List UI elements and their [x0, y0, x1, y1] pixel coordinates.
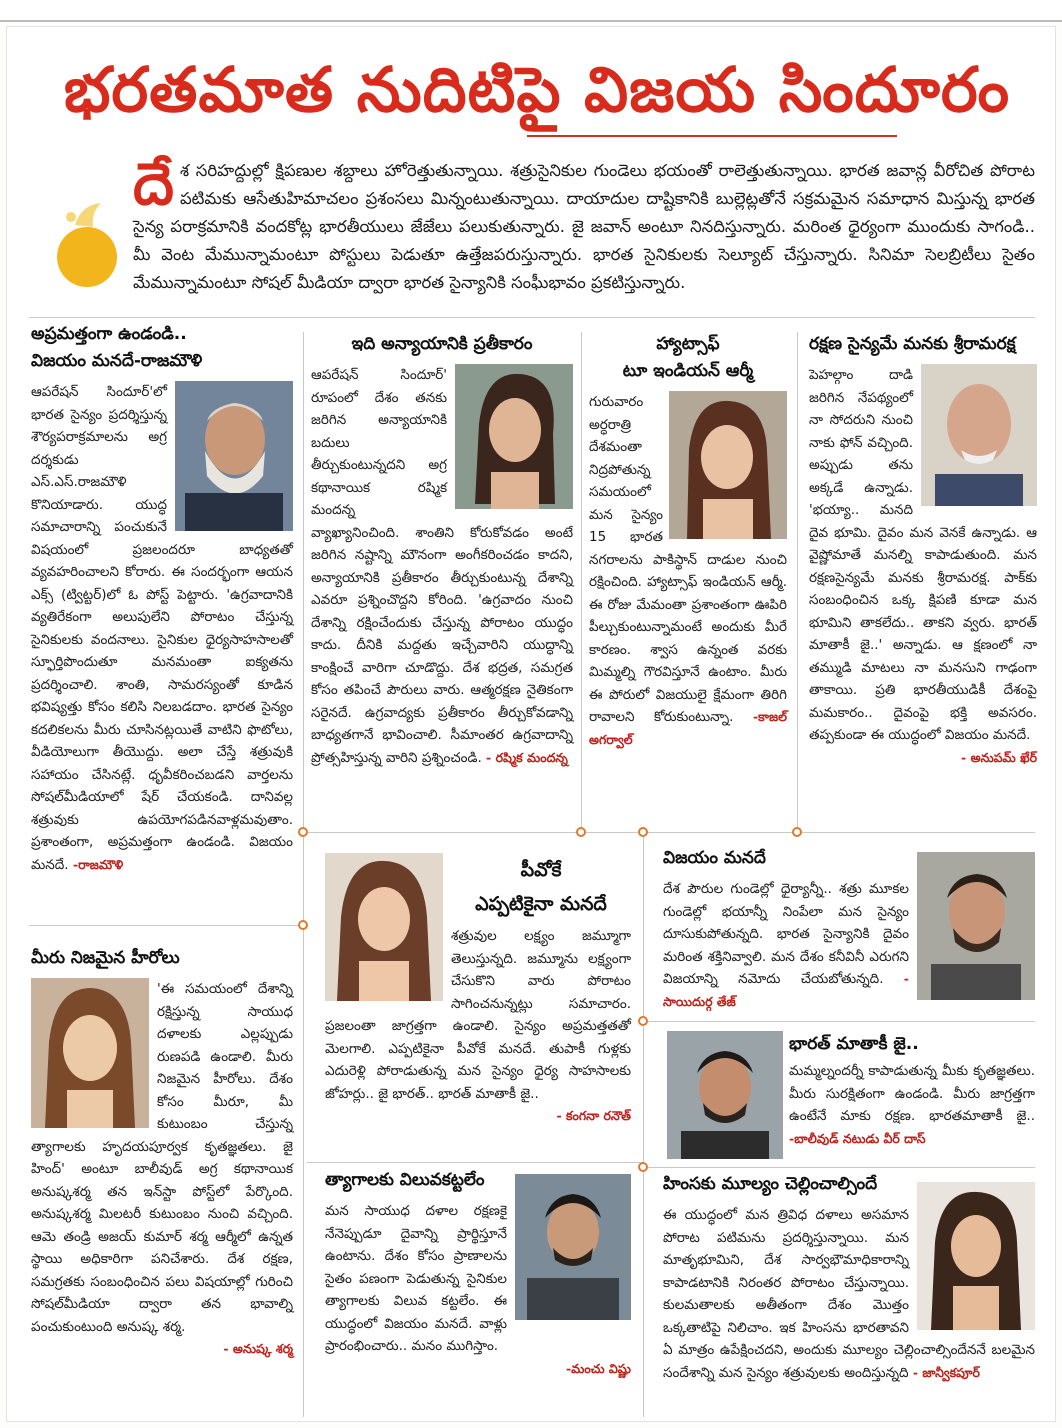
divider-ornament — [638, 1016, 648, 1026]
photo-anupam — [921, 364, 1037, 506]
article-signature: -మంచు విష్ణు — [565, 1360, 631, 1376]
article-title: త్యాగాలకు విలువకట్టలేం — [325, 1170, 485, 1190]
article-kangana — [325, 853, 631, 1158]
article-signature: -కాజల్ అగర్వాల్ — [589, 709, 787, 747]
drop-cap: దే — [133, 150, 174, 218]
article-body: శత్రువుల లక్ష్యం జమ్మూగా తెలుస్తున్నది. జమ్మూను లక్ష్యంగా చేసుకొని వారు పోరాటం సాగించనున్నట్లు సమాచారం. ప్రజలంతా జాగ్రత్తగా ఉండాలి. సైన్యం అప్రమత్తతతో మెలగాలి. ఎప్పటికైనా పీవోకే మనదే. తుపాకీ గుళ్లకు ఎదురెళ్లి పోరాడుతున్న మన సైన్యం ధైర్య సాహసాలకు జోహర్లు.. జై భారత్.. భారత్ మాతాకీ జై.. — [325, 928, 631, 1102]
article-signature: -రాజమౌళి — [72, 856, 124, 872]
photo-anushka — [31, 978, 149, 1128]
article-anupam — [809, 331, 1037, 826]
article-body: గురువారం అర్ధరాత్రి దేశమంతా నిద్రపోతున్న సమయంలో మన సైన్యం 15 భారత నగరాలను పాకిస్థాన్ దాడుల నుంచి రక్షించింది. హ్యాట్సాఫ్ ఇండియన్ ఆర్మీ. ఈ రోజు మేమంతా ప్రశాంతంగా ఊపిరి పీల్చుకుంటున్నామంటే అందుకు మీరే కారణం. శ్వాస ఉన్నంత వరకు మిమ్మల్ని గౌరవిస్తూనే ఉంటాం. మీరు ఈ పోరులో విజయులై క్షేమంగా తిరిగి రావాలని కోరుకుంటున్నా. — [589, 394, 787, 725]
photo-vishnu — [515, 1174, 631, 1320]
article-title: హ్యాట్సాఫ్ — [656, 334, 720, 354]
ornament-icon — [51, 195, 121, 295]
intro-divider — [29, 317, 1035, 318]
article-signature: - అనుపమ్ ఖేర్ — [961, 749, 1037, 765]
article-vishnu — [325, 1167, 631, 1417]
article-body: మన సాయుధ దళాల రక్షణకై నేనెప్పుడూ దైవాన్ని ప్రార్థిస్తూనే ఉంటాను. దేశం కోసం ప్రాణాలను సైతం పణంగా పెడుతున్న సైనికుల త్యాగాలకు విలువ కట్టలేం. ఈ యుద్ధంలో విజయం మనదే. వాళ్లు ప్రారంభించారు.. మనం ముగిస్తాం. — [325, 1203, 507, 1354]
article-rashmika — [311, 331, 573, 826]
headline-underline — [527, 135, 897, 137]
row-divider — [647, 1021, 1035, 1022]
article-signature: - కంగనా రనౌత్ — [556, 1108, 631, 1123]
column-divider — [581, 332, 582, 832]
divider-ornament — [638, 827, 648, 837]
article-rajamouli — [31, 321, 293, 921]
intro-paragraph — [133, 150, 1035, 297]
divider-ornament — [576, 827, 586, 837]
article-signature: - రష్మిక మందన్న — [486, 749, 568, 765]
article-signature: -బాలీవుడ్ నటుడు వీర్ దాస్ — [789, 1130, 926, 1146]
divider-ornament — [298, 920, 308, 930]
article-body: 'ఈ సమయంలో దేశాన్ని రక్షిస్తున్న సాయుధ దళాలకు ఎల్లప్పుడు రుణపడి ఉండాలి. మీరు నిజమైన హీరోలు. దేశం కోసం మీరూ, మీ కుటుంబం చేస్తున్న త్యాగాలకు హృదయపూర్వక కృతజ్ఞతలు. జై హింద్' అంటూ బాలీవుడ్ అగ్ర కథానాయిక అనుష్కశర్మ తన ఇన్‌స్టా పోస్ట్‌లో పేర్కొంది. అనుష్కశర్మ మిలటరీ కుటుంబం నుంచి వచ్చింది. ఆమె తండ్రి అజయ్ కుమార్ శర్మ ఆర్మీలో ఉన్నత స్థాయి అధికారిగా పనిచేశారు. దేశ రక్షణ, సమగ్రతకు సంబంధించిన పలు విషయాల్లో గురించి సోషల్‌మీడియా ద్వారా తన భావాల్ని పంచుకుంటుంది అనుష్క శర్మ. — [31, 981, 293, 1335]
intro-text: శ సరిహద్దుల్లో క్షిపణుల శబ్దాలు హోరెత్తుతున్నాయి. శత్రుసైనికుల గుండెలు భయంతో రాలెత్తుతున్నాయి. భారత జవాన్ల వీరోచిత పోరాట పటిమకు ఆసేతుహిమాచలం ప్రశంసలు మిన్నంటుతున్నాయి. దాయాదుల దాష్టికానికి బుల్లెట్లతోనే సక్రమమైన సమాధాన మిస్తున్న భారత సైన్య పరాక్రమానికి వందకోట్ల భారతీయులు జేజేలు పలుకుతున్నారు. జై జవాన్ అంటూ నినదిస్తున్నారు. మరింత ధైర్యంగా ముందుకు సాగండి.. మీ వెంట మేమున్నామంటూ పోస్టులు పెడుతూ ఉత్తేజపరుస్తున్నారు. భారత సైనికులకు సెల్యూట్ చేస్తున్నారు. సినిమా సెలబ్రిటీలు సైతం మేమున్నామంటూ సోషల్ మీడియా ద్వారా భారత సైన్యానికి సంఘీభావం ప్రకటిస్తున్నారు. — [133, 161, 1035, 292]
row-divider — [307, 832, 1035, 833]
article-title: అప్రమత్తంగా ఉండండి.. — [31, 324, 187, 344]
article-anushka — [31, 945, 293, 1415]
photo-janhvi — [917, 1182, 1035, 1330]
top-strip — [0, 0, 1062, 22]
row-divider — [647, 1167, 1035, 1168]
article-body: ఆపరేషన్ సిందూర్'లో భారత సైన్యం ప్రదర్శిస్తున్న శౌర్యపరాక్రమాలను అగ్ర దర్శకుడు ఎస్.ఎస్.రాజమౌళి కొనియాడారు. యుద్ధ సమాచారాన్ని పంచుకునే విషయంలో ప్రజలందరూ బాధ్యతతో వ్యవహరించాలని కోరారు. ఈ సందర్భంగా ఆయన ఎక్స్ (ట్విట్టర్)లో ఓ పోస్ట్ పెట్టారు. 'ఉగ్రవాదానికి వ్యతిరేకంగా అలుపులేని పోరాటం చేస్తున్న సైనికులకు వందనాలు. సైనికుల ధైర్యసాహసాలతో స్ఫూర్తిపొందుతూ మనమంతా ఐక్యతను ప్రదర్శించాలి. శాంతి, సామరస్యంతో కూడిన భవిష్యత్తు కోసం కలిసి నిలబడదాం. భారత సైన్యం కదలికలను మీరు చూసినట్లయితే వాటిని ఫొటోలు, వీడియోలుగా తీయొద్దు. అలా చేస్తే శత్రువుకి సహాయం చేసినట్లే. ధృవీకరించబడని వార్తలను సోషల్‌మీడియాలో షేర్ చేయకండి. దానివల్ల శత్రువుకు ఉపయోగపడినవాళ్లమవుతాం. ప్రశాంతంగా, అప్రమత్తంగా ఉండండి. విజయం మనదే. — [31, 384, 293, 873]
article-title: టూ ఇండియన్ ఆర్మీ — [622, 361, 754, 381]
column-divider — [797, 332, 798, 832]
photo-rashmika — [455, 364, 573, 509]
article-body: ఆపరేషన్ సిందూర్' రూపంలో దేశం తనకు జరిగిన అన్యాయానికి బదులు తీర్చుకుంటున్నదని అగ్ర కథానాయిక రష్మిక మందన్న వ్యాఖ్యానించింది. శాంతిని కోరుకోవడం అంటే జరిగిన నష్టాన్ని మౌనంగా అంగీకరించడం కాదని, అన్యాయానికి ప్రతీకారం తీర్చుకుంటున్న దేశాన్ని ఎవరూ ప్రశ్నించొద్దని కోరింది. 'ఉగ్రవాదం నుంచి దేశాన్ని రక్షించేందుకు చేస్తున్న పోరాటం యుద్ధం కాదు. దీనికి మద్దతు ఇచ్చేవారిని యుద్ధాన్ని కాంక్షించే వారిగా చూడొద్దు. దేశ భద్రత, సమగ్రత కోసం తపించే పౌరులు వారు. ఆత్మరక్షణ నైతికంగా సరైనదే. ఉగ్రవాద్యకు ప్రతీకారం తీర్చుకోవడాన్ని బాధ్యతగానే భావించాలి. సీమాంతర ఉగ్రవాదాన్ని ప్రోత్సహిస్తున్న వారిని ప్రశ్నించండి. — [311, 367, 573, 766]
article-signature: - అనుష్క శర్మ — [223, 1341, 293, 1356]
divider-ornament — [792, 827, 802, 837]
divider-ornament — [298, 827, 308, 837]
newspaper-page — [6, 26, 1056, 1422]
article-title: విజయం మనదే-రాజమౌళి — [31, 351, 203, 371]
article-title: ఇది అన్యాయానికి ప్రతీకారం — [351, 334, 533, 354]
article-kajal — [589, 331, 787, 826]
article-signature: - సాయిదుర్గ తేజ్ — [663, 971, 909, 1009]
article-title: హింసకు మూల్యం చెల్లించాల్సిందే — [663, 1174, 878, 1194]
article-title: విజయం మనదే — [663, 848, 766, 868]
article-title: మీరు నిజమైన హీరోలు — [31, 948, 180, 968]
divider-ornament — [638, 1162, 648, 1172]
article-body: ఈ యుద్ధంలో మన త్రివిధ దళాలు అసమాన పోరాట పటిమను ప్రదర్శిస్తున్నాయి. మన మాతృభూమిని, దేశ సార్వభౌమాధికారాన్ని కాపాడటానికి నిరంతర పోరాటం చేస్తున్నాయి. కులమతాలకు అతీతంగా దేశం మొత్తం ఒక్కతాటిపై నిలిచాం. ఇక హింసను భారతావని ఏ మాత్రం ఉపేక్షించదని, అందుకు మూల్యం చెల్లించాల్సిందేననే బలమైన సందేశాన్ని మన సైన్యం శత్రువులకు అందిస్తున్నది — [663, 1207, 1035, 1381]
photo-kajal — [669, 391, 787, 539]
article-virdas — [789, 1031, 1035, 1161]
article-saidharam — [663, 845, 1035, 1015]
article-signature: - జాన్వీకపూర్ — [912, 1364, 980, 1380]
photo-saidharam — [917, 852, 1035, 1000]
article-body: మమ్మల్నందర్నీ కాపాడుతున్న మీకు కృతజ్ఞతలు. మీరు సురక్షితంగా ఉండండి. మీరు జాగ్రత్తగా ఉంటేనే మాకు రక్షణ. భారతమాతాకీ జై.. — [789, 1063, 1035, 1124]
row-divider — [307, 1162, 643, 1163]
photo-virdas — [667, 1031, 783, 1159]
photo-rajamouli — [175, 381, 293, 531]
column-divider — [643, 837, 644, 1417]
article-janhvi — [663, 1171, 1035, 1417]
article-title: రక్షణ సైన్యమే మనకు శ్రీరామరక్ష — [809, 334, 1016, 354]
row-divider — [29, 925, 303, 926]
article-title: పీవోకే — [520, 859, 562, 881]
page-headline: భరతమాత నుదిటిపై విజయ సిందూరం — [63, 53, 1011, 126]
article-body: పెహల్గాం దాడి జరిగిన నేపథ్యంలో నా సోదరుని నుంచి నాకు ఫోన్ వచ్చింది. అప్పుడు తను అక్కడే ఉన్నాడు. 'భయ్యా.. మనది దైవ భూమి. దైవం మన వెనకే ఉన్నాడు. ఆ వైష్ణోమాతే మనల్ని కాపాడుతుంది. మన రక్షణసైన్యమే మనకు శ్రీరామరక్ష. పాక్‌కు సంబంధించిన ఒక్క క్షిపణి కూడా మన భూమిని తాకలేదు.. తాకని వ్వరు. భారత్ మాతాకీ జై..' అన్నాడు. ఆ క్షణంలో నా తమ్ముడి మాటలు నా మనసుని గాఢంగా తాకాయి. ప్రతి భారతీయుడికీ దేశంపై మమకారం.. దైవంపై భక్తి అవసరం. తప్పకుండా ఈ యుద్ధంలో విజయం మనదే. — [809, 367, 1037, 743]
article-title: భారత్ మాతాకీ జై.. — [789, 1034, 919, 1054]
article-title: ఎప్పటికైనా మనదే — [475, 893, 607, 915]
column-divider — [303, 332, 304, 832]
article-body: దేశ పౌరుల గుండెల్లో ధైర్యాన్నీ.. శత్రు మూకల గుండెల్లో భయాన్నీ నింపేలా మన సైన్యం దూసుకుపోతున్నది. భారత సైన్యానికి దైవం మరింత శక్తినివ్వాలి. మన దేశం కనీవినీ ఎరుగని విజయాన్ని నమోదు చేయబోతున్నది. — [663, 881, 909, 987]
